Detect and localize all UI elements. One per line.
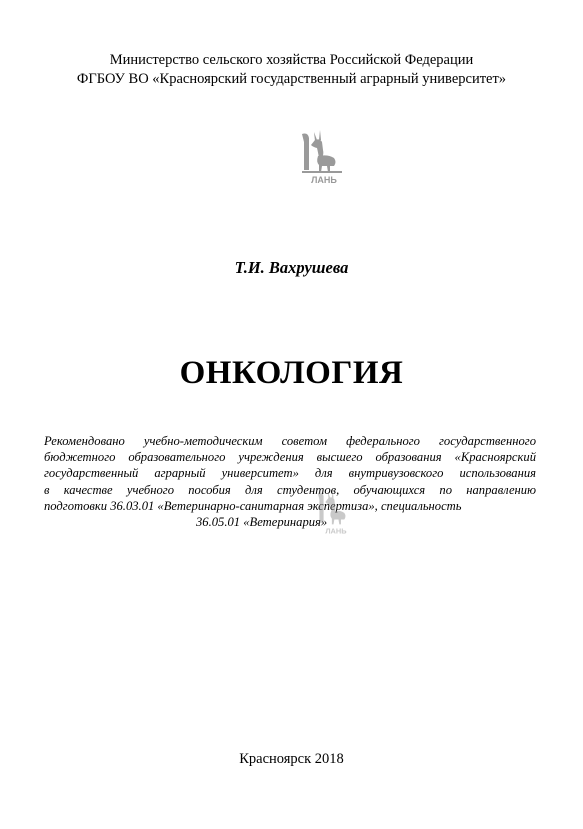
ministry-name: Министерство сельского хозяйства Российской Федерации: [109, 52, 474, 68]
recommendation-line: подготовки 36.03.01 «Ветеринарно-санитарная экспертиза», специальность: [44, 498, 462, 513]
recommendation-block: [44, 433, 536, 530]
recommendation-line: Рекомендовано учебно-методическим советом федерального государственного: [44, 434, 536, 448]
logo-text: ЛАНЬ: [311, 175, 337, 185]
recommendation-line: в качестве учебного пособия для студентов, обучающихся по направлению: [44, 482, 536, 497]
author-name: Т.И. Вахрушева: [234, 258, 349, 277]
lan-watermark-icon: [316, 488, 356, 536]
recommendation-line: государственный аграрный университет» для внутривузовского использования: [44, 466, 536, 481]
recommendation-line: 36.05.01 «Ветеринария»: [196, 515, 328, 530]
university-name: ФГБОУ ВО «Красноярский государственный аграрный университет»: [76, 71, 507, 87]
lan-deer-logo-icon: [300, 128, 348, 186]
city-year: Красноярск 2018: [239, 751, 344, 767]
watermark-text: ЛАНЬ: [325, 526, 347, 536]
recommendation-line: бюджетного образовательного учреждения высшего образования «Красноярский: [44, 450, 536, 465]
book-title: ОНКОЛОГИЯ: [179, 355, 404, 391]
